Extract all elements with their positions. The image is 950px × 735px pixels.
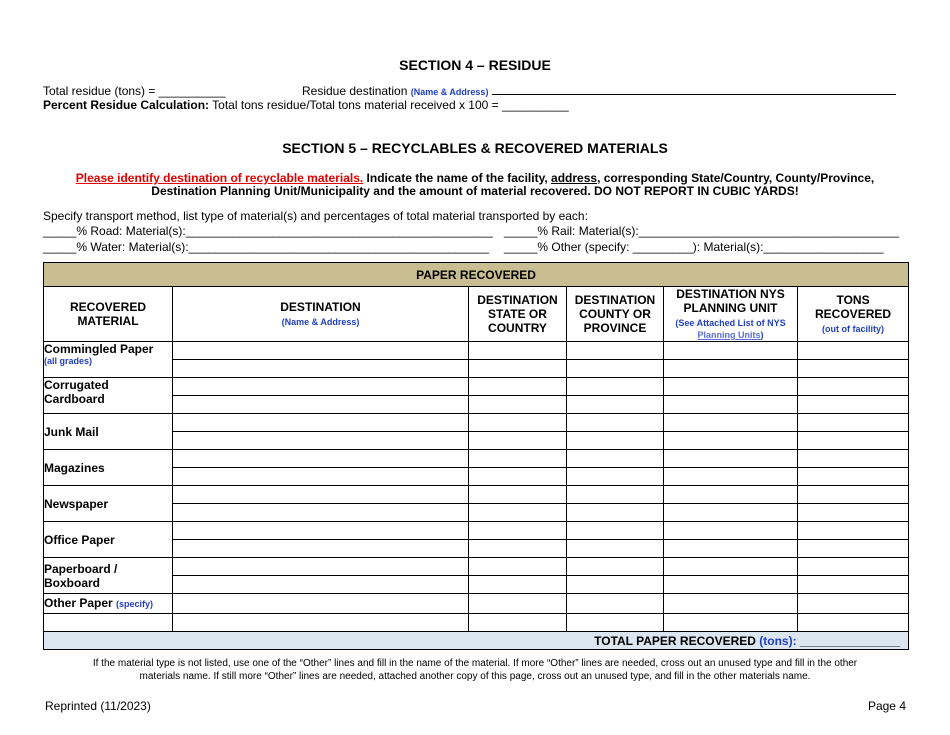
nys-cell[interactable] [664,540,798,558]
state-cell[interactable] [469,614,567,632]
nys-cell[interactable] [664,468,798,486]
material-note: (all grades) [44,356,93,366]
destination-cell[interactable] [173,614,469,632]
state-cell[interactable] [469,468,567,486]
notice-text-b: , corresponding State/Country, County/Province, [597,171,875,185]
state-cell[interactable] [469,396,567,414]
destination-cell[interactable] [173,450,469,468]
table-row [44,504,909,522]
state-cell[interactable] [469,522,567,540]
material-newspaper [44,486,173,522]
destination-cell[interactable] [173,396,469,414]
tons-cell[interactable] [798,522,909,540]
header-nys-label: DESTINATION NYS PLANNING UNIT [676,287,785,315]
percent-residue-text: Total tons residue/Total tons material received x 100 = __________ [212,98,569,112]
tons-cell[interactable] [798,432,909,450]
header-destination-county [567,287,664,342]
nys-sub-b: ) [760,330,764,340]
rail-transport-field[interactable]: _____% Rail: Material(s):_______________________________________ [504,224,899,238]
footer-note-line-2: materials name. If still more “Other” lines are needed, attached another copy of this page, cross out an unused type, and fill in the other materials name. [139,671,811,682]
tons-cell[interactable] [798,468,909,486]
nys-cell[interactable] [664,342,798,360]
tons-cell[interactable] [798,450,909,468]
table-row [44,432,909,450]
nys-cell[interactable] [664,432,798,450]
destination-cell[interactable] [173,432,469,450]
county-cell[interactable] [567,396,664,414]
material-commingled-paper [44,342,173,378]
header-nys-sub [664,317,797,341]
nys-cell[interactable] [664,486,798,504]
destination-cell[interactable] [173,360,469,378]
state-cell[interactable] [469,342,567,360]
table-row [44,378,909,396]
state-cell[interactable] [469,450,567,468]
destination-cell[interactable] [173,504,469,522]
road-transport-field[interactable]: _____% Road: Material(s):______________________________________________ [43,224,493,238]
reprinted-date: Reprinted (11/2023) [45,699,151,713]
header-tons-sub: (out of facility) [822,324,885,334]
residue-destination-field[interactable] [302,84,896,98]
header-recovered-material [44,287,173,342]
recyclables-notice-emphasis: Please identify destination of recyclable materials. [75,171,364,185]
tons-cell[interactable] [798,558,909,576]
recyclables-notice-line-2: Destination Planning Unit/Municipality and the amount of material recovered. DO NOT REPORT IN CUBIC YARDS! [151,184,799,198]
nys-cell[interactable] [664,360,798,378]
nys-cell[interactable] [664,396,798,414]
material-junk-mail [44,414,173,450]
paper-recovered-band: PAPER RECOVERED [44,263,909,287]
state-cell[interactable] [469,594,567,614]
table-row [44,360,909,378]
table-row [44,558,909,576]
tons-cell[interactable] [798,378,909,396]
state-cell[interactable] [469,576,567,594]
destination-cell[interactable] [173,468,469,486]
header-nys-planning-unit [664,287,798,342]
residue-destination-blank[interactable] [492,84,896,95]
county-cell[interactable] [567,342,664,360]
nys-sub-a: (See Attached List of NYS [675,318,786,328]
total-label: TOTAL PAPER RECOVERED [594,633,756,648]
state-cell[interactable] [469,558,567,576]
table-row [44,594,909,614]
table-row [44,522,909,540]
notice-address: address [551,171,598,185]
table-row [44,468,909,486]
other-transport-field[interactable]: _____% Other (specify: _________): Material(s):__________________ [504,240,884,254]
county-cell[interactable] [567,450,664,468]
residue-destination-label: Residue destination [302,84,408,98]
table-row [44,486,909,504]
material-office-paper [44,522,173,558]
county-cell[interactable] [567,504,664,522]
tons-cell[interactable] [798,486,909,504]
material-note: (specify) [116,599,154,609]
state-cell[interactable] [469,378,567,396]
total-blank[interactable]: _______________ [796,633,901,648]
destination-cell[interactable] [173,540,469,558]
paper-recovered-table [43,262,909,650]
residue-destination-hint: (Name & Address) [410,87,489,97]
state-cell[interactable] [469,414,567,432]
footer-note-line-1: If the material type is not listed, use one of the “Other” lines and fill in the name of the material. If more “Other” lines are needed, cross out an unused type and fill in the other [92,658,858,669]
percent-residue-line[interactable] [43,98,569,112]
total-residue-field[interactable]: Total residue (tons) = __________ [43,84,226,98]
state-cell[interactable] [469,360,567,378]
nys-cell[interactable] [664,450,798,468]
tons-cell[interactable] [798,360,909,378]
material-magazines [44,450,173,486]
county-cell[interactable] [567,540,664,558]
county-cell[interactable] [567,432,664,450]
total-row [44,632,909,650]
nys-cell[interactable] [664,504,798,522]
notice-text-a: Indicate the name of the facility, [363,171,552,185]
header-destination-label: DESTINATION [280,300,361,314]
state-cell[interactable] [469,432,567,450]
tons-cell[interactable] [798,342,909,360]
material-name: Office Paper [44,532,115,547]
transport-intro: Specify transport method, list type of material(s) and percentages of total material transported by each: [43,209,588,223]
county-cell[interactable] [567,378,664,396]
header-county-label: DESTINATION COUNTY OR PROVINCE [574,293,656,335]
county-cell[interactable] [567,360,664,378]
material-paperboard-boxboard [44,558,173,594]
material-name: Commingled Paper [44,342,154,356]
destination-cell[interactable] [173,522,469,540]
state-cell[interactable] [469,540,567,558]
material-name: Newspaper [44,496,109,511]
material-name: Corrugated Cardboard [44,378,109,406]
other-material-name-cell[interactable] [44,614,173,632]
nys-cell[interactable] [664,558,798,576]
material-name: Magazines [44,460,105,475]
nys-cell[interactable] [664,378,798,396]
table-row [44,450,909,468]
page-number: Page 4 [867,699,906,713]
county-cell[interactable] [567,576,664,594]
material-other-paper [44,594,173,614]
nys-cell[interactable] [664,614,798,632]
state-cell[interactable] [469,504,567,522]
table-row [44,342,909,360]
header-tons-label: TONS RECOVERED [815,293,892,321]
nys-cell[interactable] [664,522,798,540]
county-cell[interactable] [567,468,664,486]
water-transport-field[interactable]: _____% Water: Material(s):_____________________________________________ [43,240,489,254]
recyclables-notice-line-1 [0,171,950,185]
material-name: Junk Mail [44,424,99,439]
total-paper-recovered[interactable] [44,632,909,650]
section-4-title: SECTION 4 – RESIDUE [399,57,551,73]
section-5-title: SECTION 5 – RECYCLABLES & RECOVERED MATERIALS [282,140,668,156]
table-row [44,614,909,632]
tons-cell[interactable] [798,594,909,614]
destination-cell[interactable] [173,486,469,504]
header-destination-sub: (Name & Address) [281,317,360,327]
county-cell[interactable] [567,614,664,632]
destination-cell[interactable] [173,342,469,360]
table-row [44,576,909,594]
county-cell[interactable] [567,486,664,504]
destination-cell[interactable] [173,378,469,396]
tons-cell[interactable] [798,576,909,594]
county-cell[interactable] [567,414,664,432]
material-name: Paperboard / Boxboard [44,562,118,590]
destination-cell[interactable] [173,414,469,432]
table-row [44,540,909,558]
header-state-label: DESTINATION STATE OR COUNTRY [477,293,558,335]
tons-cell[interactable] [798,540,909,558]
nys-cell[interactable] [664,594,798,614]
material-corrugated-cardboard [44,378,173,414]
total-unit: (tons): [759,633,797,648]
destination-cell[interactable] [173,594,469,614]
county-cell[interactable] [567,522,664,540]
header-destination-state [469,287,567,342]
county-cell[interactable] [567,594,664,614]
destination-cell[interactable] [173,558,469,576]
county-cell[interactable] [567,558,664,576]
header-tons-recovered [798,287,909,342]
table-row [44,396,909,414]
table-row [44,414,909,432]
planning-units-link[interactable]: Planning Units [697,330,761,340]
tons-cell[interactable] [798,614,909,632]
material-name: Other Paper [44,596,113,610]
header-recovered-material-label: RECOVERED MATERIAL [69,300,146,328]
destination-cell[interactable] [173,576,469,594]
header-destination [173,287,469,342]
nys-cell[interactable] [664,414,798,432]
nys-cell[interactable] [664,576,798,594]
tons-cell[interactable] [798,396,909,414]
tons-cell[interactable] [798,504,909,522]
state-cell[interactable] [469,486,567,504]
tons-cell[interactable] [798,414,909,432]
percent-residue-label: Percent Residue Calculation: [43,98,210,112]
